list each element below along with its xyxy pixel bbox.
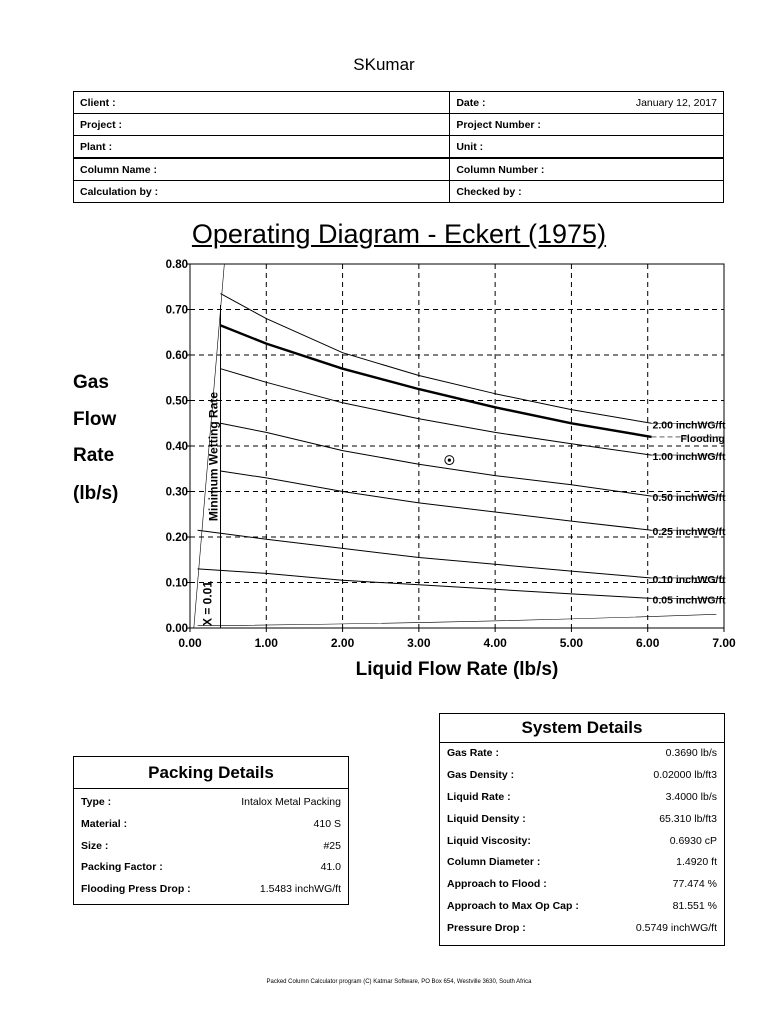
series-label: Flooding xyxy=(680,432,725,445)
detail-row xyxy=(74,814,348,836)
date-label: Date : xyxy=(456,96,486,109)
series-label: 0.10 inchWG/ft xyxy=(652,573,726,586)
x-equals-label: X = 0.01 xyxy=(200,580,215,626)
detail-value: 1.4920 ft xyxy=(676,856,717,869)
y-tick-label: 0.60 xyxy=(165,350,188,362)
x-tick-label: 3.00 xyxy=(407,636,431,650)
x-tick-label: 1.00 xyxy=(254,636,278,650)
system-details-box xyxy=(439,713,725,946)
series-line xyxy=(221,423,652,496)
x-tick-label: 5.00 xyxy=(559,636,584,650)
series-label: 0.05 inchWG/ft xyxy=(652,594,726,607)
y-tick-label: 0.80 xyxy=(165,259,188,271)
calculation-by-label: Calculation by : xyxy=(80,185,159,198)
detail-value: Intalox Metal Packing xyxy=(241,796,341,808)
detail-label: Gas Rate : xyxy=(447,747,499,759)
series-line xyxy=(221,471,652,530)
series-line xyxy=(221,325,652,437)
y-tick-label: 0.20 xyxy=(165,532,188,544)
minimum-wetting-rate-label: Minimum Wetting Rate xyxy=(206,391,221,522)
y-tick-label: 0.30 xyxy=(165,486,188,499)
detail-row xyxy=(440,809,724,831)
y-tick-label: 0.40 xyxy=(165,441,188,453)
series-line xyxy=(221,294,652,424)
y-axis-label-line: Gas xyxy=(73,372,109,393)
detail-row xyxy=(440,918,724,940)
detail-value: 65.310 lb/ft3 xyxy=(659,812,717,825)
detail-value: 3.4000 lb/s xyxy=(665,790,717,803)
detail-value: 41.0 xyxy=(320,861,341,874)
detail-label: Type : xyxy=(81,796,112,808)
y-axis-label-line: (lb/s) xyxy=(73,483,119,504)
chart-title: Operating Diagram - Eckert (1975) xyxy=(191,219,607,249)
project-number-label: Project Number : xyxy=(456,118,541,131)
series-label: 0.25 inchWG/ft xyxy=(652,526,726,539)
series-label: 1.00 inchWG/ft xyxy=(652,451,726,464)
detail-row xyxy=(74,836,348,858)
low-pressure-curve xyxy=(198,614,717,625)
detail-label: Approach to Max Op Cap : xyxy=(447,900,579,913)
system-details-rows xyxy=(440,743,724,940)
detail-row xyxy=(74,792,348,814)
x-tick-label: 6.00 xyxy=(636,636,660,650)
unit-label: Unit : xyxy=(456,140,484,153)
detail-value: 0.02000 lb/ft3 xyxy=(653,768,717,781)
detail-label: Liquid Rate : xyxy=(447,790,511,803)
x-tick-label: 2.00 xyxy=(330,636,355,650)
footer-note: Packed Column Calculator program (C) Katmar Software, PO Box 654, Westville 3630, South Africa xyxy=(266,979,532,985)
x-tick-label: 7.00 xyxy=(712,636,736,650)
detail-value: 77.474 % xyxy=(672,878,717,891)
detail-label: Gas Density : xyxy=(447,768,515,781)
y-tick-label: 0.70 xyxy=(165,304,188,317)
y-axis-label-line: Flow xyxy=(73,409,117,430)
detail-label: Approach to Flood : xyxy=(447,878,547,891)
detail-value: 81.551 % xyxy=(672,900,717,913)
detail-label: Packing Factor : xyxy=(81,861,163,874)
detail-value: 0.6930 cP xyxy=(669,834,717,847)
detail-value: 0.5749 inchWG/ft xyxy=(635,922,717,935)
detail-label: Material : xyxy=(81,817,128,830)
packing-details-box xyxy=(73,756,349,905)
y-tick-label: 0.10 xyxy=(165,577,188,590)
column-name-label: Column Name : xyxy=(80,163,158,176)
x-axis-label: Liquid Flow Rate (lb/s) xyxy=(355,659,559,680)
detail-label: Column Diameter : xyxy=(447,856,541,869)
detail-value: #25 xyxy=(323,839,341,852)
series-label: 0.50 inchWG/ft xyxy=(652,492,726,505)
y-tick-label: 0.50 xyxy=(165,395,188,408)
operating-point-dot xyxy=(448,459,451,462)
detail-label: Flooding Press Drop : xyxy=(81,883,191,896)
detail-row xyxy=(440,896,724,918)
detail-row xyxy=(440,874,724,896)
detail-row xyxy=(440,852,724,874)
detail-label: Liquid Viscosity: xyxy=(447,834,531,847)
date-value: January 12, 2017 xyxy=(635,96,717,109)
series-line xyxy=(198,569,652,599)
detail-label: Size : xyxy=(81,839,109,852)
detail-label: Liquid Density : xyxy=(447,812,526,825)
y-tick-label: 0.00 xyxy=(165,623,188,635)
detail-row xyxy=(440,831,724,853)
series-label: 2.00 inchWG/ft xyxy=(652,419,726,432)
detail-row xyxy=(440,765,724,787)
detail-value: 0.3690 lb/s xyxy=(665,747,717,759)
detail-row xyxy=(74,879,348,901)
detail-row xyxy=(74,857,348,879)
packing-details-title: Packing Details xyxy=(74,757,348,789)
detail-label: Pressure Drop : xyxy=(447,922,526,935)
column-number-label: Column Number : xyxy=(456,163,545,176)
x-tick-label: 4.00 xyxy=(483,636,507,650)
y-axis-label-line: Rate xyxy=(73,445,115,466)
plant-label: Plant : xyxy=(80,140,113,153)
client-label: Client : xyxy=(80,96,116,109)
packing-details-rows xyxy=(74,789,348,901)
checked-by-label: Checked by : xyxy=(456,185,522,198)
author-name: SKumar xyxy=(353,55,415,74)
detail-value: 410 S xyxy=(313,817,341,830)
system-details-title: System Details xyxy=(440,714,724,743)
x-tick-label: 0.00 xyxy=(178,636,202,650)
detail-row xyxy=(440,787,724,809)
detail-row xyxy=(440,743,724,765)
project-label: Project : xyxy=(80,118,123,131)
detail-value: 1.5483 inchWG/ft xyxy=(259,883,341,896)
